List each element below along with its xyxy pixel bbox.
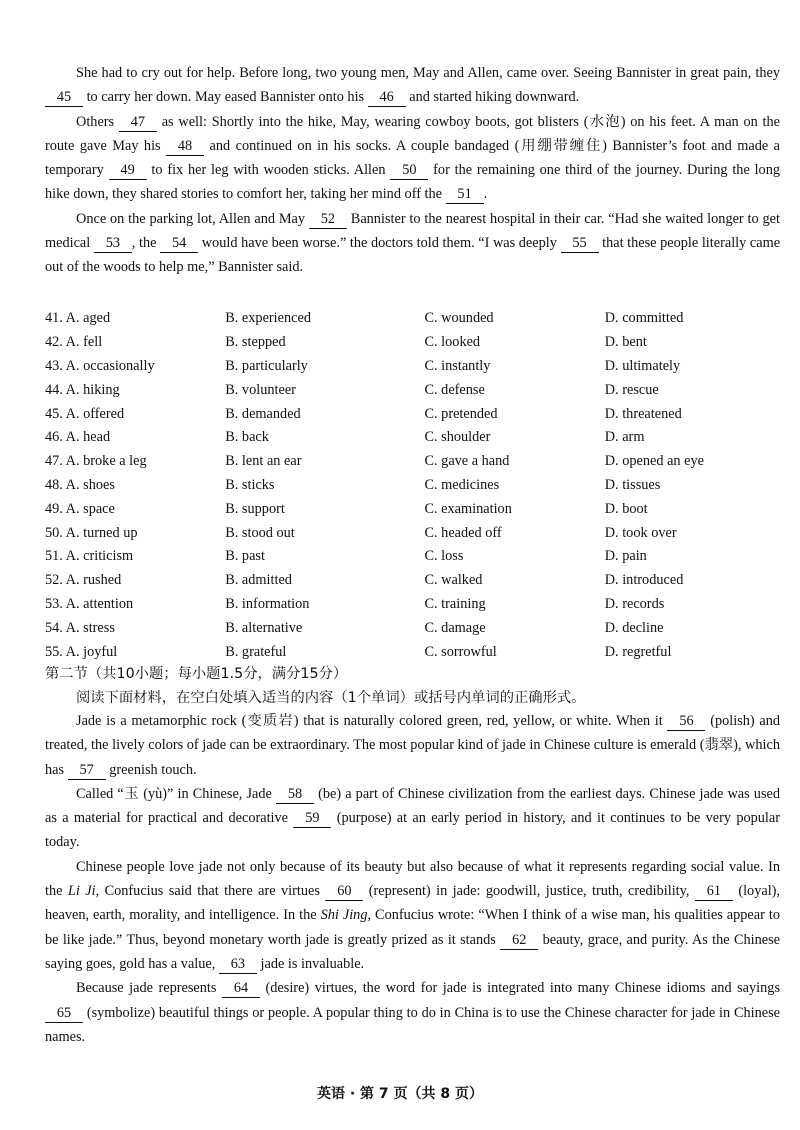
passage-a — [45, 61, 780, 280]
option-q[interactable]: 50. A. turned up — [45, 524, 138, 541]
option-row — [45, 545, 785, 569]
passage-b-paragraph-4: Because jade represents 64 (desire) virtues, the word for jade is integrated into many Chinese idioms and sayings 65 (symbolize) beautiful things or people. A popular thing to do in China is to use the Chinese character for jade in Chinese names. — [45, 980, 781, 1045]
option-row — [45, 331, 785, 355]
option-q[interactable]: 49. A. space — [45, 500, 115, 517]
option-c[interactable]: C. wounded — [424, 310, 494, 327]
blank-47[interactable]: 47 — [119, 113, 157, 132]
page-footer: 英语 · 第 7 页（共 8 页） — [316, 1086, 484, 1102]
option-b[interactable]: B. stood out — [225, 524, 295, 541]
option-row — [45, 640, 785, 664]
option-row — [45, 497, 785, 521]
option-row — [45, 474, 785, 498]
blank-54[interactable]: 54 — [160, 234, 198, 253]
passage-b-paragraph-1: Jade is a metamorphic rock (变质岩) that is naturally colored green, red, yellow, or white. When it 56 (polish) and treated, the lively colors of jade can be extraordinary. The most popular kind of jade in Chinese culture is emerald (翡翠), which has 57 greenish touch. — [45, 713, 781, 778]
option-row — [45, 450, 785, 474]
option-c[interactable]: C. examination — [424, 500, 512, 517]
option-d[interactable]: D. introduced — [604, 572, 684, 589]
blank-51[interactable]: 51 — [446, 185, 484, 204]
blank-46[interactable]: 46 — [368, 88, 406, 107]
blank-56[interactable]: 56 — [667, 712, 705, 731]
blank-58[interactable]: 58 — [276, 785, 314, 804]
blank-57[interactable]: 57 — [68, 761, 106, 780]
option-d[interactable]: D. bent — [604, 334, 647, 351]
option-d[interactable]: D. took over — [604, 524, 677, 541]
option-b[interactable]: B. experienced — [225, 310, 311, 327]
option-d[interactable]: D. tissues — [604, 476, 661, 493]
passage-a-paragraph-1: She had to cry out for help. Before long, two young men, May and Allen, came over. Seeing Bannister in great pain, they 45 to carry her down. May eased Bannister onto his 46 and started hiking downward. — [45, 61, 780, 110]
option-q[interactable]: 44. A. hiking — [45, 381, 120, 398]
option-c[interactable]: C. walked — [424, 572, 483, 589]
blank-62[interactable]: 62 — [500, 931, 538, 950]
option-c[interactable]: C. medicines — [424, 476, 500, 493]
option-c[interactable]: C. sorrowful — [424, 643, 497, 660]
blank-55[interactable]: 55 — [561, 234, 599, 253]
blank-64[interactable]: 64 — [222, 979, 260, 998]
blank-59[interactable]: 59 — [293, 809, 331, 828]
option-q[interactable]: 46. A. head — [45, 429, 111, 446]
option-b[interactable]: B. support — [225, 500, 285, 517]
option-b[interactable]: B. volunteer — [225, 381, 296, 398]
section-2-instruction: 阅读下面材料，在空白处填入适当的内容（1个单词）或括号内单词的正确形式。 — [76, 690, 586, 706]
option-q[interactable]: 47. A. broke a leg — [45, 453, 147, 470]
option-d[interactable]: D. boot — [604, 500, 648, 517]
option-b[interactable]: B. grateful — [225, 643, 287, 660]
option-b[interactable]: B. lent an ear — [225, 453, 302, 470]
option-b[interactable]: B. demanded — [225, 405, 301, 422]
option-c[interactable]: C. looked — [424, 334, 481, 351]
option-c[interactable]: C. instantly — [424, 357, 491, 374]
option-b[interactable]: B. alternative — [225, 619, 303, 636]
option-b[interactable]: B. information — [225, 595, 310, 612]
option-q[interactable]: 43. A. occasionally — [45, 357, 155, 374]
option-q[interactable]: 41. A. aged — [45, 310, 111, 327]
book-title-shi-jing: Shi Jing — [320, 907, 368, 924]
blank-61[interactable]: 61 — [695, 882, 733, 901]
option-row — [45, 521, 785, 545]
option-d[interactable]: D. opened an eye — [604, 453, 704, 470]
option-c[interactable]: C. headed off — [424, 524, 502, 541]
blank-52[interactable]: 52 — [309, 210, 347, 229]
option-b[interactable]: B. past — [225, 548, 265, 565]
blank-48[interactable]: 48 — [166, 137, 204, 156]
option-b[interactable]: B. particularly — [225, 357, 308, 374]
option-b[interactable]: B. sticks — [225, 476, 275, 493]
option-d[interactable]: D. rescue — [604, 381, 659, 398]
option-c[interactable]: C. gave a hand — [424, 453, 510, 470]
book-title-li-ji: Li Ji — [67, 883, 96, 900]
passage-a-paragraph-2: Others 47 as well: Shortly into the hike, May, wearing cowboy boots, got blisters (水泡) on his feet. A man on the route gave May his 48 and continued on in his socks. A couple bandaged (用绷带缠住) Bannister’s foot and made a temporary 49 to fix her leg with wooden sticks. Allen 50 for the remaining one third of the journey. During the long hike down, they shared stories to comfort her, taking her mind off the 51 . — [45, 113, 781, 203]
option-q[interactable]: 42. A. fell — [45, 334, 103, 351]
option-c[interactable]: C. shoulder — [424, 429, 491, 446]
option-q[interactable]: 48. A. shoes — [45, 476, 115, 493]
option-d[interactable]: D. committed — [604, 310, 684, 327]
option-d[interactable]: D. records — [604, 595, 665, 612]
option-d[interactable]: D. ultimately — [604, 357, 681, 374]
blank-60[interactable]: 60 — [325, 882, 363, 901]
option-row — [45, 593, 785, 617]
option-q[interactable]: 55. A. joyful — [45, 643, 118, 660]
passage-b-paragraph-3: Chinese people love jade not only because of its beauty but also because of what it represents regarding social value. In the Li Ji, Confucius said that there are virtues 60 (represent) in jade: goodwill, justice, truth, credibility, 61 (loyal), heaven, earth, morality, and intelligence. In the Shi Jing, Confucius wrote: “When I think of a wise man, his qualities appear to be like jade.” Thus, beyond monetary worth jade is greatly prized as it stands 62 beauty, grace, and purity. As the Chinese saying goes, gold has a value, 63 jade is invaluable. — [45, 858, 781, 972]
option-c[interactable]: C. pretended — [424, 405, 498, 422]
option-c[interactable]: C. training — [424, 595, 486, 612]
option-row — [45, 307, 785, 331]
option-row — [45, 426, 785, 450]
option-b[interactable]: B. back — [225, 429, 269, 446]
blank-49[interactable]: 49 — [109, 161, 147, 180]
option-q[interactable]: 54. A. stress — [45, 619, 115, 636]
option-b[interactable]: B. stepped — [225, 334, 286, 351]
blank-45[interactable]: 45 — [45, 88, 83, 107]
option-row — [45, 616, 785, 640]
option-d[interactable]: D. pain — [604, 548, 647, 565]
option-c[interactable]: C. loss — [424, 548, 464, 565]
option-row — [45, 355, 785, 379]
option-b[interactable]: B. admitted — [225, 572, 292, 589]
option-row — [45, 402, 785, 426]
blank-65[interactable]: 65 — [45, 1004, 83, 1023]
option-q[interactable]: 45. A. offered — [45, 405, 125, 422]
options-table — [45, 307, 785, 664]
option-row — [45, 378, 785, 402]
blank-50[interactable]: 50 — [390, 161, 428, 180]
option-c[interactable]: C. damage — [424, 619, 486, 636]
option-q[interactable]: 52. A. rushed — [45, 572, 122, 589]
blank-53[interactable]: 53 — [94, 234, 132, 253]
option-d[interactable]: D. threatened — [604, 405, 682, 422]
option-d[interactable]: D. decline — [604, 619, 664, 636]
option-d[interactable]: D. regretful — [604, 643, 672, 660]
passage-a-paragraph-3: Once on the parking lot, Allen and May 52 Bannister to the nearest hospital in their car. “Had she waited longer to get medical 53 , the 54 would have been worse.” the doctors told them. “I was deeply 55 that these people literally came out of the woods to help me,” Bannister said. — [45, 210, 781, 276]
passage-b — [45, 709, 780, 1049]
passage-b-paragraph-2: Called “玉 (yù)” in Chinese, Jade 58 (be) a part of Chinese civilization from the earliest days. Chinese jade was used as a material for practical and decorative 59 (purpose) at an early period in history, and it continues to be very popular today. — [45, 785, 781, 851]
blank-63[interactable]: 63 — [219, 955, 257, 974]
option-d[interactable]: D. arm — [604, 429, 645, 446]
option-q[interactable]: 53. A. attention — [45, 595, 134, 612]
option-c[interactable]: C. defense — [424, 381, 485, 398]
option-q[interactable]: 51. A. criticism — [45, 548, 134, 565]
section-2-title: 第二节（共10小题；每小题1.5分，满分15分） — [45, 666, 348, 682]
option-row — [45, 569, 785, 593]
